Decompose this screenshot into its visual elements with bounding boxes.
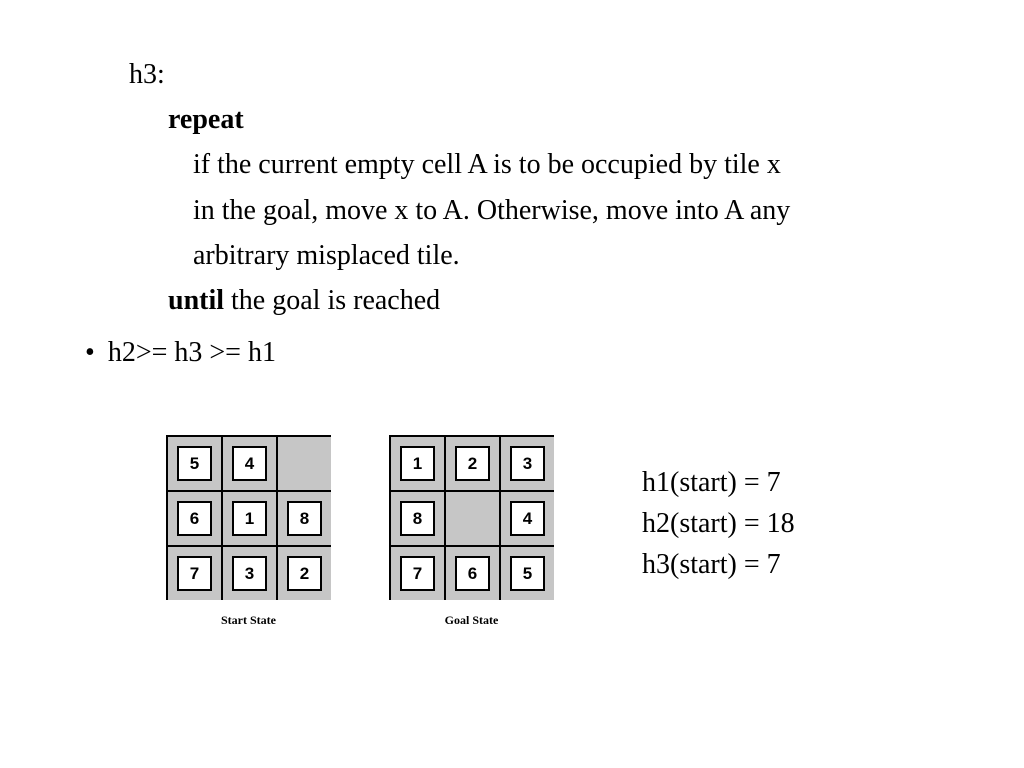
board-cell [168,437,221,490]
h2-value: h2(start) = 18 [642,508,795,539]
until-keyword: until [168,285,225,316]
body-line-3: arbitrary misplaced tile. [193,240,460,271]
tile: 7 [400,556,435,591]
tile: 2 [287,556,322,591]
tile: 8 [287,501,322,536]
tile: 2 [455,446,490,481]
tile: 4 [510,501,545,536]
board-cell [168,547,221,600]
board-cell [391,437,444,490]
bullet-symbol: • [85,337,95,368]
goal-state-caption: Goal State [444,613,499,627]
board-cell [278,492,331,545]
tile: 5 [177,446,212,481]
tile: 6 [455,556,490,591]
board-cell [501,547,554,600]
tile: 4 [232,446,267,481]
body-line-2: in the goal, move x to A. Otherwise, move into A any [193,195,791,226]
board-cell [501,437,554,490]
tile: 1 [232,501,267,536]
tile: 8 [400,501,435,536]
heuristic-title: h3: [129,59,165,90]
board-cell [446,547,499,600]
board-cell [168,492,221,545]
board-cell [278,547,331,600]
empty-cell [278,437,331,490]
until-text: the goal is reached [224,285,441,316]
board-cell [223,492,276,545]
tile: 5 [510,556,545,591]
board-cell [446,437,499,490]
tile: 1 [400,446,435,481]
empty-cell [446,492,499,545]
start-state-board [166,435,331,600]
bullet-text: h2>= h3 >= h1 [107,337,276,368]
tile: 7 [177,556,212,591]
body-line-1: if the current empty cell A is to be occupied by tile x [193,149,781,180]
goal-state-board [389,435,554,600]
board-cell [223,437,276,490]
board-cell [391,492,444,545]
board-cell [391,547,444,600]
h1-value: h1(start) = 7 [642,467,781,498]
board-cell [223,547,276,600]
bullet-item [85,336,276,370]
board-cell [501,492,554,545]
until-line [168,284,440,318]
repeat-keyword: repeat [168,104,244,135]
start-state-caption: Start State [221,613,276,627]
tile: 3 [510,446,545,481]
tile: 3 [232,556,267,591]
h3-value: h3(start) = 7 [642,549,781,580]
tile: 6 [177,501,212,536]
